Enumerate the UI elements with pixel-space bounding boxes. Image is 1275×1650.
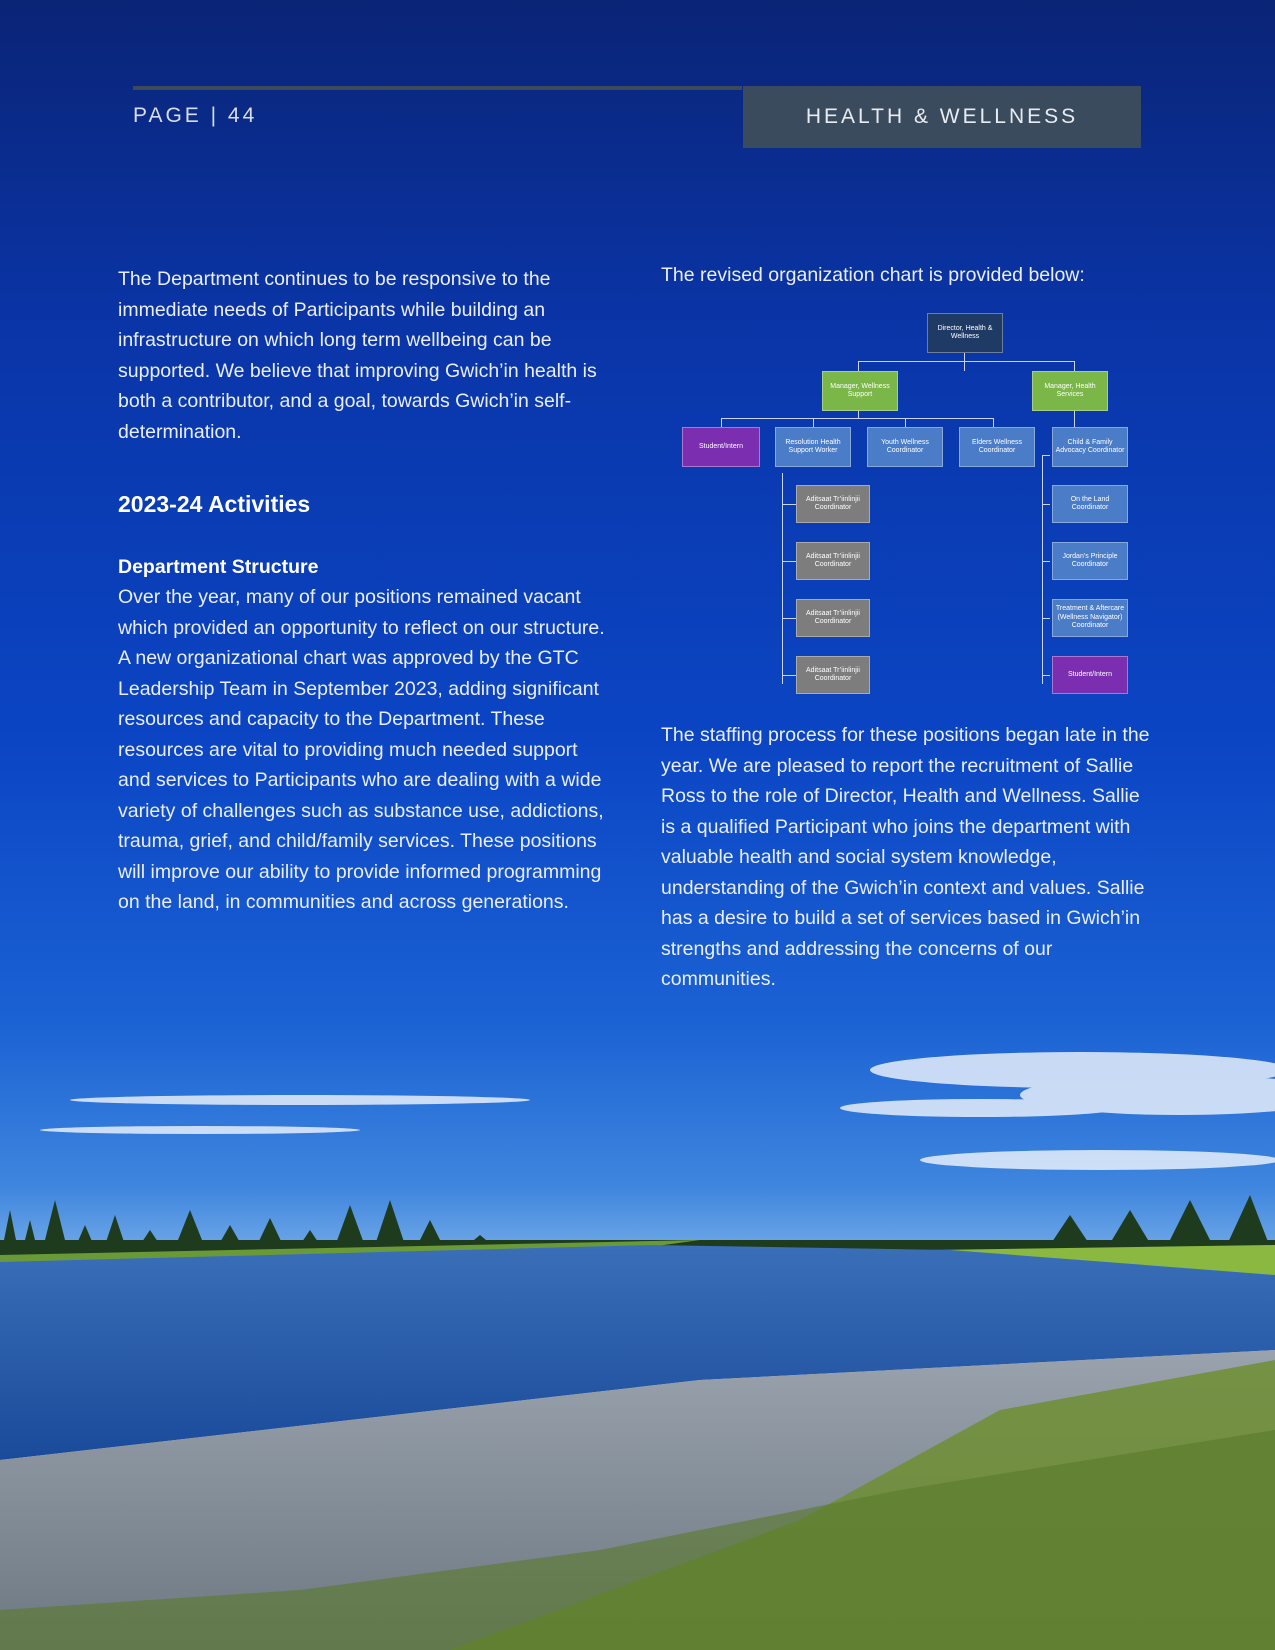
staffing-paragraph: The staffing process for these positions began late in the year. We are pleased to report the recruitment of Sallie Ross to the role of Director, Health and Wellness. Sallie is a qualified Participant who joins the department with valuable health and social system knowledge, understanding of the Gwich’in context and values. Sallie has a desire to build a set of services based in Gwich’in strengths and addressing the concerns of our communities. xyxy=(661,724,1150,990)
connector xyxy=(858,361,859,371)
left-column xyxy=(118,264,606,918)
connector xyxy=(858,361,1074,362)
org-node-student-intern: Student/Intern xyxy=(682,427,760,467)
org-node-aditsaat-4: Aditsaat Tr’iinlinjii Coordinator xyxy=(796,656,870,694)
activities-heading: 2023-24 Activities xyxy=(118,491,311,517)
header-rule xyxy=(133,86,742,90)
connector xyxy=(1074,361,1075,371)
org-node-aditsaat-2: Aditsaat Tr’iinlinjii Coordinator xyxy=(796,542,870,580)
org-node-jordans-principle: Jordan’s Principle Coordinator xyxy=(1052,542,1128,580)
clouds xyxy=(40,1052,1275,1170)
connector xyxy=(721,418,993,419)
org-node-elders-wellness: Elders Wellness Coordinator xyxy=(959,427,1035,467)
intro-paragraph: The Department continues to be responsive to the immediate needs of Participants while building an infrastructure on which long term wellbeing can be supported. We believe that improving Gwich’in health is both a contributor, and a goal, towards Gwich’in self-determination. xyxy=(118,268,597,443)
structure-heading: Department Structure xyxy=(118,555,319,578)
connector xyxy=(1042,455,1050,456)
connector xyxy=(1042,504,1050,505)
section-title-tab xyxy=(743,86,1141,148)
structure-paragraph: Over the year, many of our positions remained vacant which provided an opportunity to reflect on our structure. A new organizational chart was approved by the GTC Leadership Team in September 2023, adding significant resources and capacity to the Department. These resources are vital to providing much needed support and services to Participants who are dealing with a wide variety of challenges such as substance use, addictions, trauma, grief, and child/family services. These positions will improve our ability to provide informed programming on the land, in communities and across generations. xyxy=(118,586,605,913)
connector xyxy=(1042,455,1043,684)
org-node-resolution-health: Resolution Health Support Worker xyxy=(775,427,851,467)
connector xyxy=(782,618,796,619)
organization-chart xyxy=(680,310,1140,700)
connector xyxy=(1042,675,1050,676)
connector xyxy=(964,353,965,371)
org-node-director: Director, Health & Wellness xyxy=(927,313,1003,353)
org-node-manager-health: Manager, Health Services xyxy=(1032,371,1108,411)
section-title: HEALTH & WELLNESS xyxy=(805,105,1079,128)
chart-intro-text: The revised organization chart is provided below: xyxy=(661,264,1085,286)
connector xyxy=(782,675,796,676)
org-node-aditsaat-3: Aditsaat Tr’iinlinjii Coordinator xyxy=(796,599,870,637)
org-node-aditsaat-1: Aditsaat Tr’iinlinjii Coordinator xyxy=(796,485,870,523)
connector xyxy=(1042,618,1050,619)
connector xyxy=(858,410,859,418)
connector xyxy=(782,561,796,562)
connector xyxy=(1042,561,1050,562)
org-node-youth-wellness: Youth Wellness Coordinator xyxy=(867,427,943,467)
org-node-student-intern-2: Student/Intern xyxy=(1052,656,1128,694)
river-landscape-photo xyxy=(0,1050,1275,1650)
org-node-child-family: Child & Family Advocacy Coordinator xyxy=(1052,427,1128,467)
page-number: PAGE | 44 xyxy=(133,104,258,127)
connector xyxy=(782,504,796,505)
org-node-on-the-land: On the Land Coordinator xyxy=(1052,485,1128,523)
org-node-treatment-aftercare: Treatment & Aftercare (Wellness Navigator) Coordinator xyxy=(1052,599,1128,637)
org-node-manager-wellness: Manager, Wellness Support xyxy=(822,371,898,411)
